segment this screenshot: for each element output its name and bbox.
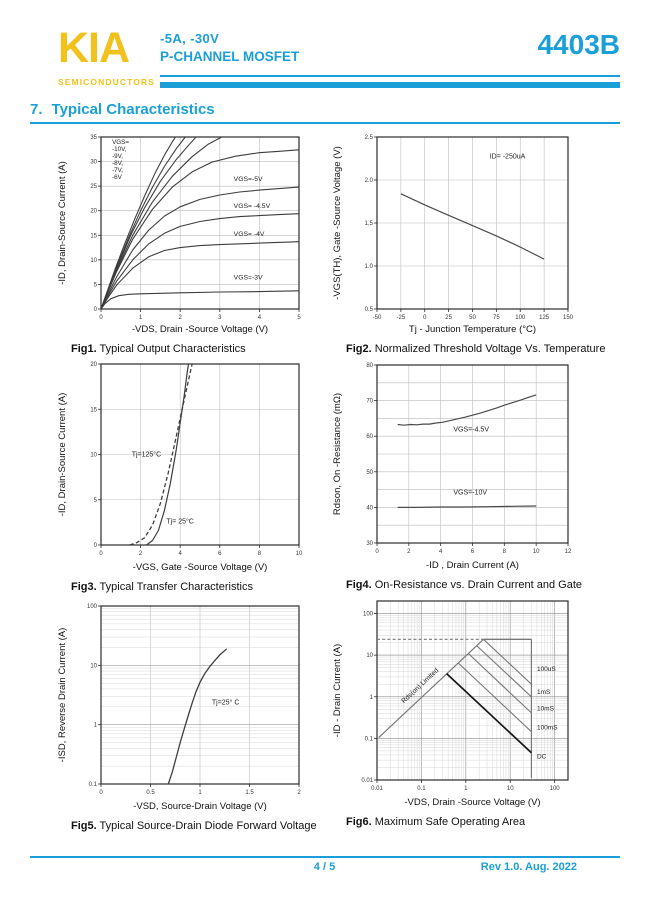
svg-text:-ID, Drain-Source Current (A): -ID, Drain-Source Current (A) xyxy=(57,392,68,517)
revision-text: Rev 1.0. Aug. 2022 xyxy=(480,861,577,873)
fig1-caption-text: Typical Output Characteristics xyxy=(99,343,246,355)
footer-rule xyxy=(30,856,620,858)
svg-text:2: 2 xyxy=(407,549,411,555)
svg-text:0: 0 xyxy=(423,315,427,321)
svg-text:20: 20 xyxy=(90,362,97,368)
svg-text:VGS=-10V: VGS=-10V xyxy=(453,489,488,497)
svg-text:-VGS(TH), Gate -Source Voltage: -VGS(TH), Gate -Source Voltage (V) xyxy=(332,146,343,300)
figure-2 xyxy=(330,131,605,355)
figure-6 xyxy=(330,594,574,828)
page-number: 4 / 5 xyxy=(313,861,336,873)
kia-logo: KIA xyxy=(58,24,130,72)
svg-text:15: 15 xyxy=(90,233,97,240)
fig6-caption-label: Fig6. xyxy=(346,816,372,828)
svg-text:100: 100 xyxy=(549,786,560,792)
svg-text:ID= -250uA: ID= -250uA xyxy=(489,153,526,161)
svg-text:-VDS, Drain -Source Voltage (V: -VDS, Drain -Source Voltage (V) xyxy=(404,797,541,808)
svg-text:10: 10 xyxy=(366,653,373,660)
svg-text:1: 1 xyxy=(369,694,373,701)
section-title xyxy=(30,101,215,118)
svg-text:-50: -50 xyxy=(372,315,382,321)
fig5-caption-text: Typical Source-Drain Diode Forward Voltage xyxy=(99,820,317,832)
svg-text:12: 12 xyxy=(564,549,572,555)
svg-text:VGS= -4.5V: VGS= -4.5V xyxy=(233,202,271,210)
svg-text:-ISD, Reverse Drain Current (A: -ISD, Reverse Drain Current (A) xyxy=(57,627,68,763)
svg-text:1.0: 1.0 xyxy=(364,264,373,270)
svg-text:2: 2 xyxy=(178,315,182,321)
svg-text:2.0: 2.0 xyxy=(364,178,373,184)
svg-text:0: 0 xyxy=(99,551,103,557)
svg-text:-ID - Drain Current (A): -ID - Drain Current (A) xyxy=(332,643,343,738)
svg-text:20: 20 xyxy=(90,208,97,215)
svg-text:VGS=-4.5V: VGS=-4.5V xyxy=(453,426,490,434)
svg-text:0: 0 xyxy=(93,307,97,313)
svg-text:10mS: 10mS xyxy=(536,705,554,713)
svg-text:VGS=-10V,-9V,-8V,-7V,-6V: VGS= -10V, -9V, -8V, -7V, -6V xyxy=(112,138,130,181)
figure-3 xyxy=(55,359,307,593)
svg-text:80: 80 xyxy=(366,363,373,369)
svg-text:5: 5 xyxy=(93,497,97,504)
svg-text:0.01: 0.01 xyxy=(361,778,373,784)
svg-text:0.1: 0.1 xyxy=(364,736,373,743)
fig4-caption xyxy=(346,579,582,591)
svg-text:2: 2 xyxy=(297,790,301,796)
fig5-caption xyxy=(71,820,317,832)
svg-text:10: 10 xyxy=(532,549,540,555)
svg-text:70: 70 xyxy=(366,398,373,405)
section-underline xyxy=(30,122,620,124)
header-rule-thick xyxy=(160,82,620,88)
svg-text:10: 10 xyxy=(90,663,97,670)
svg-text:VGS=-5V: VGS=-5V xyxy=(233,176,263,184)
part-number: 4403B xyxy=(537,29,620,60)
svg-text:50: 50 xyxy=(366,469,373,476)
svg-text:150: 150 xyxy=(562,315,574,321)
svg-text:35: 35 xyxy=(90,135,97,141)
svg-text:100: 100 xyxy=(515,315,526,321)
svg-text:8: 8 xyxy=(502,549,507,555)
fig3-caption-text: Typical Transfer Characteristics xyxy=(99,581,253,593)
svg-text:3: 3 xyxy=(218,315,222,321)
svg-text:25: 25 xyxy=(445,315,452,321)
svg-text:50: 50 xyxy=(469,315,476,321)
svg-text:-25: -25 xyxy=(396,315,406,321)
svg-text:Rds(on) Limited: Rds(on) Limited xyxy=(400,667,441,705)
device-type: P-CHANNEL MOSFET xyxy=(160,49,300,64)
svg-text:0: 0 xyxy=(99,790,103,796)
svg-text:0.5: 0.5 xyxy=(364,307,373,313)
fig1-output-characteristics-chart xyxy=(55,131,307,337)
fig5-diode-forward-voltage-chart xyxy=(55,598,307,814)
device-rating: -5A, -30V xyxy=(160,31,220,46)
svg-text:40: 40 xyxy=(366,505,373,512)
fig5-caption-label: Fig5. xyxy=(71,820,97,832)
fig3-transfer-characteristics-chart xyxy=(55,359,307,575)
svg-text:VGS=-3V: VGS=-3V xyxy=(233,274,263,282)
svg-text:VGS= -4V: VGS= -4V xyxy=(233,230,265,238)
svg-text:100mS: 100mS xyxy=(536,724,558,732)
svg-text:8: 8 xyxy=(257,551,262,557)
fig4-caption-label: Fig4. xyxy=(346,579,372,591)
svg-text:10: 10 xyxy=(90,452,97,459)
svg-text:10: 10 xyxy=(90,257,97,264)
figure-5 xyxy=(55,598,317,832)
svg-text:10: 10 xyxy=(295,551,303,557)
svg-text:0: 0 xyxy=(99,315,103,321)
svg-text:30: 30 xyxy=(366,541,373,547)
svg-text:1.5: 1.5 xyxy=(245,790,254,796)
svg-text:25: 25 xyxy=(90,184,97,191)
svg-text:6: 6 xyxy=(218,551,222,557)
svg-text:0.1: 0.1 xyxy=(417,786,426,792)
svg-text:0.01: 0.01 xyxy=(371,786,383,792)
fig4-caption-text: On-Resistance vs. Drain Current and Gate xyxy=(374,579,582,591)
fig6-caption xyxy=(346,816,574,828)
svg-text:10: 10 xyxy=(506,786,514,792)
svg-text:-VSD, Source-Drain Voltage (V): -VSD, Source-Drain Voltage (V) xyxy=(133,801,267,812)
svg-text:-VDS, Drain -Source Voltage (V: -VDS, Drain -Source Voltage (V) xyxy=(131,324,269,335)
svg-text:1: 1 xyxy=(464,786,468,792)
svg-text:4: 4 xyxy=(178,551,182,557)
svg-text:0.1: 0.1 xyxy=(88,782,97,788)
svg-text:100: 100 xyxy=(362,611,373,618)
svg-text:4: 4 xyxy=(438,549,443,555)
fig2-caption-text: Normalized Threshold Voltage Vs. Temperature xyxy=(374,343,606,355)
svg-text:0: 0 xyxy=(93,543,97,549)
section-title-text: Typical Characteristics xyxy=(51,101,215,118)
fig6-safe-operating-area-chart xyxy=(330,594,574,810)
svg-text:100: 100 xyxy=(86,604,97,610)
svg-text:1: 1 xyxy=(93,722,97,729)
figure-1 xyxy=(55,131,307,355)
kia-logo-subtext: SEMICONDUCTORS xyxy=(58,77,155,87)
svg-text:0: 0 xyxy=(375,549,379,555)
svg-text:Tj= 25°C: Tj= 25°C xyxy=(166,518,194,526)
svg-text:Tj=25° C: Tj=25° C xyxy=(211,699,240,707)
fig4-on-resistance-chart xyxy=(330,357,574,573)
svg-text:60: 60 xyxy=(366,434,373,441)
fig2-threshold-voltage-chart xyxy=(330,131,574,337)
fig1-caption xyxy=(71,343,307,355)
figure-4 xyxy=(330,357,582,591)
fig6-caption-text: Maximum Safe Operating Area xyxy=(374,816,526,828)
svg-text:-ID , Drain Current (A): -ID , Drain Current (A) xyxy=(426,560,519,571)
svg-text:Rdson, On -Resistance (mΩ): Rdson, On -Resistance (mΩ) xyxy=(332,392,343,516)
svg-text:5: 5 xyxy=(297,315,301,321)
fig2-caption xyxy=(346,343,605,355)
fig1-caption-label: Fig1. xyxy=(71,343,97,355)
svg-text:1: 1 xyxy=(138,315,143,321)
fig3-caption xyxy=(71,581,307,593)
svg-text:5: 5 xyxy=(93,282,97,289)
fig2-caption-label: Fig2. xyxy=(346,343,372,355)
svg-text:0.5: 0.5 xyxy=(146,790,155,796)
svg-text:2: 2 xyxy=(138,551,143,557)
svg-text:-VGS, Gate -Source Voltage (V): -VGS, Gate -Source Voltage (V) xyxy=(132,562,268,573)
svg-text:1: 1 xyxy=(198,790,202,796)
svg-text:4: 4 xyxy=(257,315,262,321)
section-number: 7. xyxy=(30,101,43,118)
svg-text:15: 15 xyxy=(90,407,97,414)
svg-text:-ID, Drain-Source Current (A): -ID, Drain-Source Current (A) xyxy=(57,161,68,285)
svg-text:2.5: 2.5 xyxy=(364,135,373,141)
svg-text:Tj=125°C: Tj=125°C xyxy=(131,451,162,459)
svg-text:100uS: 100uS xyxy=(536,665,556,673)
fig3-caption-label: Fig3. xyxy=(71,581,97,593)
svg-text:1.5: 1.5 xyxy=(364,221,373,227)
header-rule-thin xyxy=(160,75,620,77)
svg-text:125: 125 xyxy=(539,315,550,321)
svg-text:75: 75 xyxy=(493,315,500,321)
svg-text:30: 30 xyxy=(90,159,97,166)
svg-text:DC: DC xyxy=(536,753,547,761)
svg-text:6: 6 xyxy=(470,549,475,555)
svg-text:Tj - Junction Temperature (°C): Tj - Junction Temperature (°C) xyxy=(408,324,537,335)
svg-text:1mS: 1mS xyxy=(536,689,551,697)
